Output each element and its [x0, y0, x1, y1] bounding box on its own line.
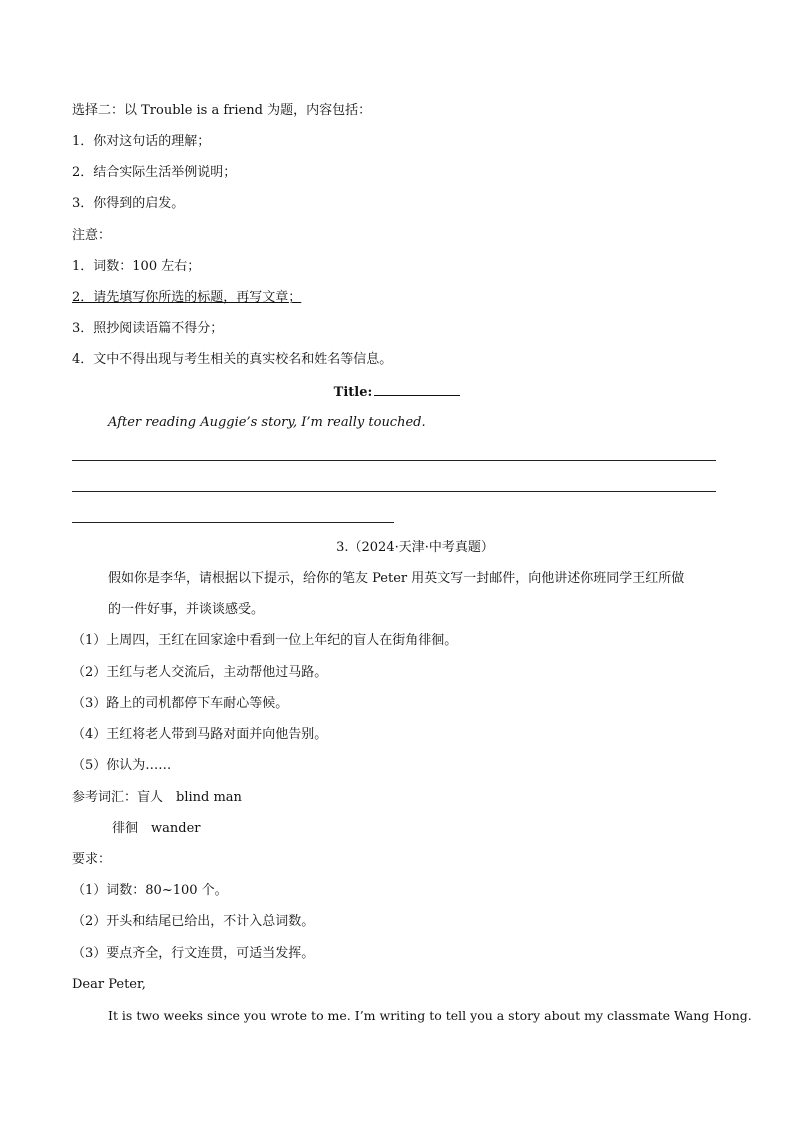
- option2-item-2: 2．结合实际生活举例说明；: [72, 165, 237, 180]
- option2-heading: 选择二：以 Trouble is a friend 为题，内容包括：: [72, 103, 372, 118]
- q3-vocab-line-1: 参考词汇：盲人 blind man: [72, 790, 242, 805]
- q3-salutation: Dear Peter,: [72, 977, 146, 992]
- title-blank: [374, 383, 460, 396]
- q3-point-4: （4）王红将老人带到马路对面并向他告别。: [72, 727, 328, 742]
- opening-sentence: After reading Auggie’s story, I’m really touched.: [108, 415, 426, 430]
- q3-point-2: （2）王红与老人交流后，主动帮他过马路。: [72, 665, 328, 680]
- notes-item-2-text: 2．请先填写你所选的标题，再写文章；: [72, 290, 302, 305]
- notes-item-1: 1．词数：100 左右；: [72, 259, 201, 274]
- q3-point-3: （3）路上的司机都停下车耐心等候。: [72, 696, 289, 711]
- notes-heading: 注意：: [72, 228, 112, 243]
- q3-point-5: （5）你认为……: [72, 758, 172, 773]
- q3-prompt-line-1: 假如你是李华，请根据以下提示，给你的笔友 Peter 用英文写一封邮件，向他讲述你班同学王红所做: [108, 571, 685, 586]
- title-line: [0, 383, 794, 402]
- notes-item-3: 3．照抄阅读语篇不得分；: [72, 321, 224, 336]
- q3-vocab-line-2: 徘徊 wander: [112, 821, 201, 836]
- writing-line-2: [72, 491, 716, 492]
- writing-line-1: [72, 460, 716, 461]
- q3-heading: 3.（2024·天津·中考真题）: [336, 540, 494, 555]
- q3-letter-start: It is two weeks since you wrote to me. I’m writing to tell you a story about my classmate Wang Hong.: [108, 1008, 752, 1023]
- q3-requirement-3: （3）要点齐全，行文连贯，可适当发挥。: [72, 946, 315, 961]
- notes-item-4: 4．文中不得出现与考生相关的真实校名和姓名等信息。: [72, 352, 393, 367]
- notes-item-2: [72, 289, 301, 307]
- q3-requirements-heading: 要求：: [72, 852, 112, 867]
- writing-line-3: [72, 522, 394, 523]
- title-label: Title:: [333, 385, 373, 400]
- q3-requirement-1: （1）词数：80~100 个。: [72, 883, 228, 898]
- option2-item-3: 3．你得到的启发。: [72, 196, 185, 211]
- option2-item-1: 1．你对这句话的理解；: [72, 134, 211, 149]
- q3-prompt-line-2: 的一件好事，并谈谈感受。: [108, 602, 265, 617]
- q3-point-1: （1）上周四，王红在回家途中看到一位上年纪的盲人在街角徘徊。: [72, 633, 458, 648]
- q3-requirement-2: （2）开头和结尾已给出，不计入总词数。: [72, 914, 315, 929]
